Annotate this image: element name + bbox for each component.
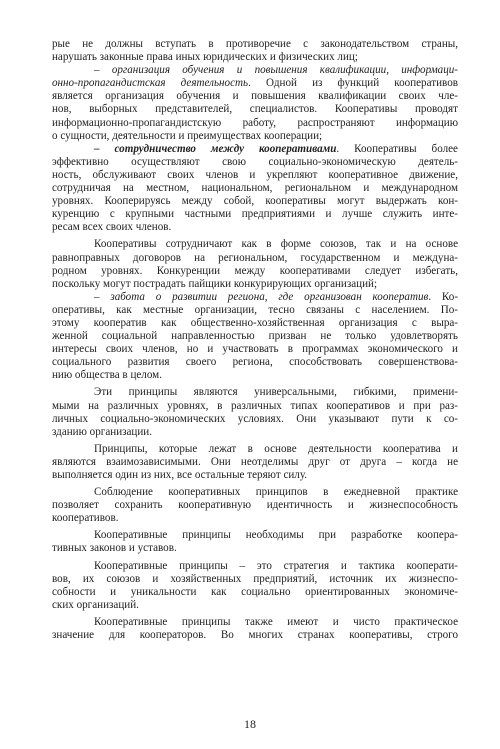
text-line: нов, выборных представителей, специалистов. Кооперативы проводят: [52, 103, 458, 116]
text-span: . Кооперативы более: [336, 142, 458, 155]
text-line: Принципы, которые лежат в основе деятельности кооператива и: [94, 442, 458, 455]
text-line: Кооперативы сотрудничают как в форме союзов, так и на основе: [94, 238, 458, 251]
text-line: Кооперативные принципы – это стратегия и тактика кооперати-: [94, 559, 458, 572]
text-line: интересы своих членов, но и участвовать в программах экономического и: [52, 343, 458, 356]
text-line: зданию организации.: [52, 425, 153, 438]
text-line: женной социальной направленностью призван не только удовлетворять: [52, 330, 458, 343]
text-line: [52, 64, 458, 77]
text-line: ресам всех своих членов.: [52, 221, 172, 234]
text-span: . Одной из функций кооперативов: [248, 77, 458, 90]
text-line: уровнях. Кооперируясь между собой, кооперативы могут выдержать кон-: [52, 195, 458, 208]
text-line: кооперативов.: [52, 512, 119, 525]
text-line: являются взаимозависимыми. Они неотделимы друг от друга – когда не: [52, 455, 458, 468]
text-line: равноправных договоров на региональном, государственном и междуна-: [52, 251, 458, 264]
text-line: мыми на различных уровнях, в различных типах кооперативов и при раз-: [52, 399, 458, 412]
text-line: Кооперативные принципы необходимы при разработке коопера-: [94, 529, 458, 542]
text-line: значение для кооператоров. Во многих странах кооперативы, строго: [52, 629, 458, 642]
text-line: сотрудничая на местном, национальном, региональном и международном: [52, 182, 458, 195]
text-line: тивных законов и уставов.: [52, 542, 177, 555]
page-number: 18: [244, 717, 256, 731]
text-line: Эти принципы являются универсальными, гибкими, примени-: [94, 386, 458, 399]
text-line: ность, обслуживают своих членов и укрепляют кооперативное движение,: [52, 168, 458, 181]
emphasized-text: – забота о развитии региона, где организован кооператив: [94, 290, 429, 303]
text-line: собности и уникальности как социально ориентированных экономиче-: [52, 585, 458, 598]
text-line: [52, 77, 458, 90]
text-line: нарушать законные права иных юридических и физических лиц;: [52, 51, 358, 64]
text-line: выполняется один из них, все остальные теряют силу.: [52, 469, 308, 481]
text-line: эффективно осуществляют свою социально-экономическую деятель-: [52, 155, 458, 168]
text-line: нию общества в целом.: [52, 369, 162, 382]
text-line: позволяет сохранить кооперативную идентичность и жизнеспособность: [52, 499, 458, 512]
body-text: [52, 38, 458, 642]
text-line: поскольку могут пострадать пайщики конкурирующих организаций;: [52, 277, 378, 290]
text-line: личных социально-экономических условиях. Они указывают пути к со-: [52, 412, 458, 425]
text-line: о сущности, деятельности и преимуществах кооперации;: [52, 129, 323, 142]
text-line: [52, 143, 458, 156]
text-line: [52, 291, 458, 304]
text-line: родном уровнях. Конкуренции между кооперативами следует избегать,: [52, 264, 458, 277]
text-line: рые не должны вступать в противоречие с законодательством страны,: [52, 38, 458, 50]
text-line: Кооперативные принципы также имеют и чисто практическое: [94, 615, 458, 628]
text-line: куренцию с крупными частными предприятиями и лучше служить инте-: [52, 208, 458, 221]
text-line: ских организаций.: [52, 598, 139, 611]
text-line: оперативы, как местные организации, тесно связаны с населением. По-: [52, 303, 458, 316]
emphasized-text: онно-пропагандистская деятельность: [52, 77, 249, 90]
text-line: этому кооператив как общественно-хозяйственная организация с выра-: [52, 316, 458, 329]
text-line: вов, их союзов и хозяйственных предприятий, источник их жизнеспо-: [52, 572, 458, 585]
text-span: . Ко-: [428, 290, 458, 303]
emphasized-text: – сотрудничество между кооперативами: [94, 142, 337, 155]
text-line: информационно-пропагандистскую работу, распространяют информацию: [52, 116, 458, 129]
text-line: социального развития своего региона, способствовать совершенствова-: [52, 356, 458, 369]
emphasized-text: – организация обучения и повышения квалификации, информаци-: [94, 64, 458, 77]
text-line: Соблюдение кооперативных принципов в ежедневной практике: [94, 486, 458, 499]
text-line: является организация обучения и повышения квалификации своих чле-: [52, 90, 458, 103]
